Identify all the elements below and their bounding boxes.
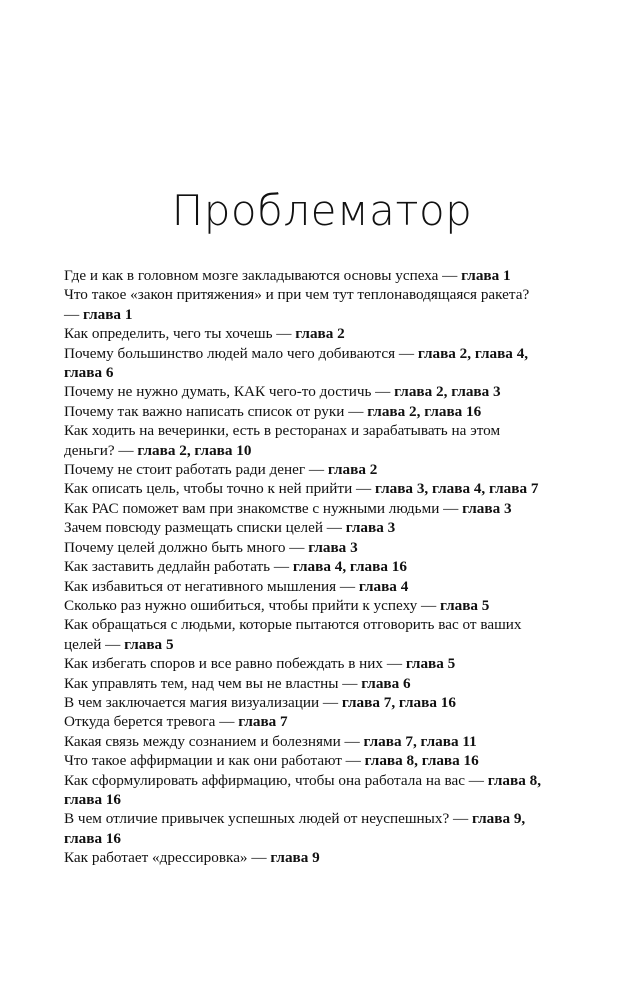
list-item: [64, 285, 548, 324]
entry-chapters: глава 9: [270, 849, 320, 867]
list-item: [64, 402, 548, 421]
entry-chapters: глава 2: [295, 325, 345, 343]
page-title: Проблематор: [171, 186, 473, 235]
entry-text: Как избавиться от негативного мышления —: [64, 577, 359, 595]
entry-text: Почему не нужно думать, КАК чего-то достичь —: [64, 383, 395, 401]
entry-chapters: глава 2, глава 10: [137, 441, 252, 459]
entry-text: Как определить, чего ты хочешь —: [64, 325, 296, 343]
list-item: [64, 732, 548, 751]
entry-text: Сколько раз нужно ошибиться, чтобы прийти к успеху —: [64, 596, 440, 614]
problem-index-list: [64, 266, 548, 868]
entry-chapters: глава 8, глава 16: [364, 752, 479, 770]
entry-chapters: глава 3: [462, 499, 512, 517]
list-item: [64, 266, 548, 285]
entry-chapters: глава 5: [124, 635, 174, 653]
entry-text: В чем заключается магия визуализации —: [64, 693, 342, 711]
list-item: [64, 324, 548, 343]
entry-chapters: глава 8, глава 16: [64, 771, 542, 808]
entry-text: Как работает «дрессировка» —: [64, 849, 271, 867]
entry-chapters: глава 4: [358, 577, 409, 595]
list-item: [64, 577, 548, 596]
entry-chapters: глава 2, глава 3: [394, 383, 501, 401]
entry-text: Почему целей должно быть много —: [64, 538, 309, 556]
list-item: [64, 771, 548, 810]
entry-chapters: глава 3: [345, 519, 396, 537]
entry-chapters: глава 2, глава 4, глава 6: [64, 344, 529, 382]
entry-text: Откуда берется тревога —: [64, 713, 239, 731]
list-item: [64, 499, 548, 518]
list-item: [64, 654, 548, 673]
entry-text: Как РАС поможет вам при знакомстве с нужными людьми —: [64, 499, 463, 517]
list-item: [64, 751, 548, 770]
entry-chapters: глава 4, глава 16: [292, 558, 407, 576]
list-item: [64, 674, 548, 693]
list-item: [64, 596, 548, 615]
entry-chapters: глава 2: [327, 461, 378, 479]
list-item: [64, 615, 548, 654]
entry-chapters: глава 5: [405, 655, 456, 673]
entry-chapters: глава 3: [308, 538, 358, 556]
entry-text: Что такое «закон притяжения» и при чем тут теплонаводящаяся ракета? —: [64, 286, 530, 323]
list-item: [64, 421, 548, 460]
list-item: [64, 460, 548, 479]
entry-chapters: глава 1: [82, 305, 133, 323]
entry-chapters: глава 3, глава 4, глава 7: [374, 480, 539, 498]
list-item: [64, 479, 548, 498]
entry-text: Как управлять тем, над чем вы не властны —: [64, 674, 362, 692]
entry-chapters: глава 7, глава 11: [363, 732, 477, 750]
list-item: [64, 344, 548, 383]
entry-text: Что такое аффирмации и как они работают —: [64, 752, 365, 770]
list-item: [64, 538, 548, 557]
entry-chapters: глава 9, глава 16: [64, 810, 526, 847]
list-item: [64, 693, 548, 712]
entry-chapters: глава 2, глава 16: [367, 402, 482, 420]
entry-text: Почему не стоит работать ради денег —: [64, 461, 328, 479]
entry-chapters: глава 7, глава 16: [341, 693, 456, 711]
entry-chapters: глава 1: [461, 267, 511, 284]
entry-text: Почему большинство людей мало чего добиваются —: [64, 344, 418, 362]
list-item: [64, 382, 548, 401]
entry-text: Как сформулировать аффирмацию, чтобы она работала на вас —: [64, 771, 488, 789]
list-item: [64, 518, 548, 537]
entry-chapters: глава 5: [439, 596, 490, 614]
entry-text: Как описать цель, чтобы точно к ней прийти —: [64, 480, 375, 498]
list-item: [64, 712, 548, 731]
entry-text: В чем отличие привычек успешных людей от неуспешных? —: [64, 810, 472, 828]
entry-text: Как ходить на вечеринки, есть в ресторанах и зарабатывать на этом деньги? —: [64, 422, 501, 459]
entry-chapters: глава 6: [361, 674, 411, 692]
entry-text: Какая связь между сознанием и болезнями —: [64, 732, 364, 750]
entry-text: Как избегать споров и все равно побеждать в них —: [64, 655, 406, 673]
entry-text: Где и как в головном мозге закладываются основы успеха —: [64, 267, 462, 284]
entry-text: Как обращаться с людьми, которые пытаются отговорить вас от ваших целей —: [64, 616, 522, 653]
list-item: [64, 848, 548, 867]
entry-text: Почему так важно написать список от руки —: [64, 402, 368, 420]
entry-text: Зачем повсюду размещать списки целей —: [64, 519, 346, 537]
list-item: [64, 809, 548, 848]
list-item: [64, 557, 548, 576]
entry-chapters: глава 7: [238, 713, 288, 731]
entry-text: Как заставить дедлайн работать —: [64, 558, 293, 576]
